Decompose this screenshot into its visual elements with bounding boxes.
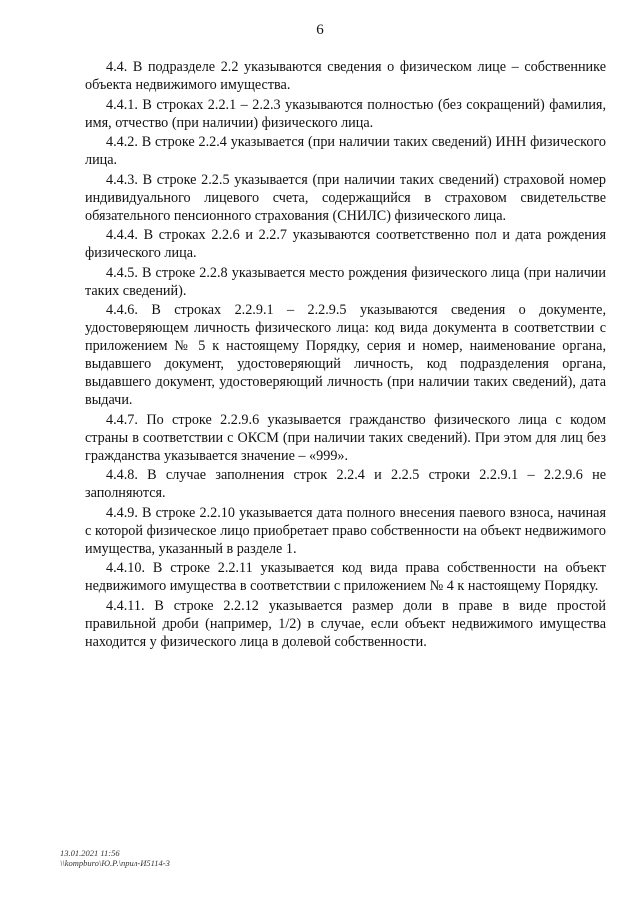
- paragraph-4-4-7: 4.4.7. По строке 2.2.9.6 указывается гражданство физического лица с кодом страны в соответствии с ОКСМ (при наличии таких сведений). При этом для лиц без гражданства указывается значение – «999».: [85, 411, 606, 464]
- page-number: 6: [316, 22, 324, 38]
- document-body: [85, 58, 606, 652]
- paragraph-4-4-11: 4.4.11. В строке 2.2.12 указывается размер доли в праве в виде простой правильной дроби (например, 1/2) в случае, если объект недвижимого имущества находится у физического лица в долевой собственности.: [85, 597, 606, 650]
- document-footer: [60, 848, 170, 868]
- paragraph-4-4-9: 4.4.9. В строке 2.2.10 указывается дата полного внесения паевого взноса, начиная с которой физическое лицо приобретает право собственности на объект недвижимого имущества, указанный в разделе 1.: [85, 504, 606, 557]
- paragraph-4-4-4: 4.4.4. В строках 2.2.6 и 2.2.7 указываются соответственно пол и дата рождения физического лица.: [85, 227, 606, 261]
- paragraph-4-4-3: 4.4.3. В строке 2.2.5 указывается (при наличии таких сведений) страховой номер индивидуального лицевого счета, содержащийся в страховом свидетельстве обязательного пенсионного страхования (СНИЛС) физического лица.: [85, 171, 606, 224]
- paragraph-4-4-5: 4.4.5. В строке 2.2.8 указывается место рождения физического лица (при наличии таких сведений).: [85, 264, 606, 299]
- footer-timestamp: 13.01.2021 11:56: [60, 848, 120, 858]
- footer-file-path: \\kompburo\Ю.Р.\прил-И5114-3: [60, 858, 170, 868]
- paragraph-4-4: 4.4. В подразделе 2.2 указываются сведения о физическом лице – собственнике объекта недвижимого имущества.: [85, 59, 606, 93]
- paragraph-4-4-1: 4.4.1. В строках 2.2.1 – 2.2.3 указываются полностью (без сокращений) фамилия, имя, отчество (при наличии) физического лица.: [85, 96, 606, 131]
- paragraph-4-4-2: 4.4.2. В строке 2.2.4 указывается (при наличии таких сведений) ИНН физического лица.: [85, 134, 606, 168]
- paragraph-4-4-6: 4.4.6. В строках 2.2.9.1 – 2.2.9.5 указываются сведения о документе, удостоверяющем личность физического лица: код вида документа в соответствии с приложением № 5 к настоящему Порядку, серия и номер, наименование органа, выдавшего документ, удостоверяющий личность, код подразделения органа, выдавшего документ, удостоверяющий личность (при наличии таких сведений), дата выдачи.: [85, 302, 606, 408]
- paragraph-4-4-10: 4.4.10. В строке 2.2.11 указывается код вида права собственности на объект недвижимого имущества в соответствии с приложением № 4 к настоящему Порядку.: [85, 560, 606, 594]
- paragraph-4-4-8: 4.4.8. В случае заполнения строк 2.2.4 и 2.2.5 строки 2.2.9.1 – 2.2.9.6 не заполняются.: [85, 467, 606, 501]
